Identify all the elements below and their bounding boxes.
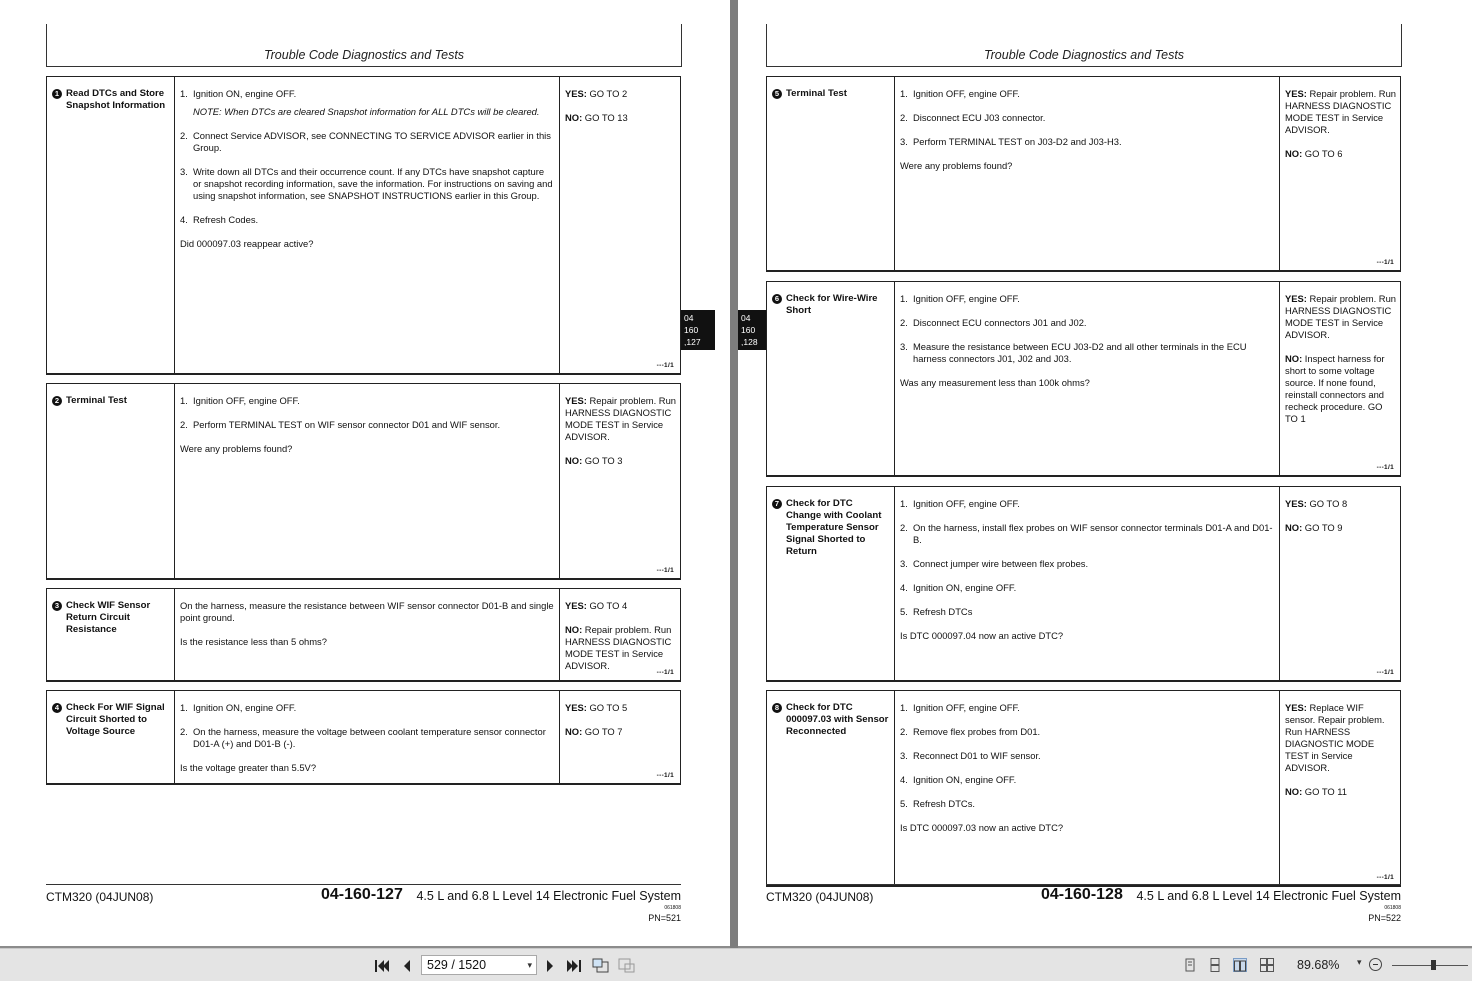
item-number: 3. [180, 166, 188, 177]
chevron-down-icon[interactable]: ▾ [527, 960, 532, 970]
zoom-dropdown-icon[interactable]: ▾ [1357, 957, 1362, 967]
instruction-item [900, 606, 1274, 618]
instruction-cell [175, 384, 560, 578]
item-number: 1. [900, 88, 908, 99]
no-text: GO TO 9 [1304, 522, 1343, 533]
item-number: 1. [180, 395, 188, 406]
step-title-text: Check WIF Sensor Return Circuit Resistance [66, 600, 151, 635]
instruction-cell [175, 691, 560, 783]
no-answer [1285, 353, 1396, 425]
item-number: 2. [900, 522, 908, 533]
item-number: 5. [900, 798, 908, 809]
last-page-icon[interactable] [565, 957, 583, 975]
yes-text: Repair problem. Run HARNESS DIAGNOSTIC MODE TEST in Service ADVISOR. [565, 395, 676, 442]
header-title: Trouble Code Diagnostics and Tests [263, 48, 465, 62]
item-number: 3. [900, 750, 908, 761]
instruction-item [900, 498, 1274, 510]
yes-answer [565, 702, 676, 714]
instruction-item [180, 88, 554, 100]
yes-label: YES: [565, 702, 587, 713]
continuous-facing-view-icon[interactable] [1260, 958, 1274, 972]
facing-view-icon[interactable] [1233, 958, 1247, 972]
item-text: Disconnect ECU connectors J01 and J02. [913, 317, 1087, 328]
yes-label: YES: [565, 88, 587, 99]
no-text: Inspect harness for short to some voltage source. If none found, reinstall connectors and recheck procedure. GO TO 1 [1285, 353, 1385, 424]
step-number-icon: 4 [52, 703, 62, 713]
instruction-note: NOTE: When DTCs are cleared Snapshot information for ALL DTCs will be cleared. [193, 106, 540, 117]
tab-line: 160 [741, 325, 756, 335]
yes-text: GO TO 2 [589, 88, 628, 99]
step-title-cell [767, 691, 895, 885]
tab-line: 04 [684, 313, 694, 323]
pn-number: PN=522 [1368, 913, 1401, 923]
section-end-mark: ---1/1 [1376, 669, 1394, 676]
instruction-item [900, 750, 1274, 762]
step-block [766, 281, 1401, 477]
item-text: Refresh DTCs [913, 606, 973, 617]
step-title [52, 600, 170, 636]
section-end-mark: ---1/1 [656, 567, 674, 574]
page-footer [766, 884, 1401, 930]
item-text: Ignition ON, engine OFF. [193, 88, 297, 99]
step-title-text: Terminal Test [786, 88, 847, 99]
instruction-item [900, 88, 1274, 100]
yes-text: GO TO 4 [589, 600, 628, 611]
item-number: 2. [180, 726, 188, 737]
no-answer [565, 726, 676, 738]
step-title-text: Check For WIF Signal Circuit Shorted to Voltage Source [66, 702, 165, 737]
yes-label: YES: [1285, 702, 1307, 713]
item-number: 4. [900, 774, 908, 785]
no-answer [565, 624, 676, 672]
step-block [46, 588, 681, 682]
step-number-icon: 2 [52, 396, 62, 406]
instruction-cell [175, 77, 560, 373]
step-block [46, 690, 681, 785]
step-title [772, 88, 890, 100]
yes-text: GO TO 8 [1309, 498, 1348, 509]
no-label: NO: [565, 112, 583, 123]
page-footer [46, 884, 681, 930]
instruction-item [180, 214, 554, 226]
instruction-item [900, 774, 1274, 786]
step-number-icon: 7 [772, 499, 782, 509]
no-label: NO: [1285, 353, 1303, 364]
answer-cell [560, 691, 680, 783]
item-number: 1. [900, 702, 908, 713]
question-text: Is DTC 000097.03 now an active DTC? [900, 822, 1064, 833]
instruction-item [900, 558, 1274, 570]
step-block [766, 486, 1401, 682]
item-number: 1. [180, 702, 188, 713]
section-tab [681, 310, 715, 350]
yes-label: YES: [1285, 88, 1307, 99]
instruction-item [900, 112, 1274, 124]
question-text: Is the voltage greater than 5.5V? [180, 762, 317, 773]
page-number-input[interactable] [421, 955, 537, 975]
section-end-mark: ---1/1 [656, 362, 674, 369]
no-text: GO TO 13 [584, 112, 628, 123]
viewer-toolbar [0, 948, 1472, 981]
item-text: Measure the resistance between ECU J03-D2 and all other terminals in the ECU harness connectors J01, J02 and J03. [913, 341, 1247, 364]
yes-answer [1285, 702, 1396, 774]
step-title-cell [767, 282, 895, 475]
page-header [766, 24, 1402, 67]
step-block [766, 76, 1401, 272]
section-tab [738, 310, 767, 350]
system-title: 4.5 L and 6.8 L Level 14 Electronic Fuel System [1136, 889, 1401, 903]
answer-cell [560, 589, 680, 680]
answer-cell [560, 384, 680, 578]
question-text: Were any problems found? [900, 160, 1013, 171]
single-page-view-icon[interactable] [1183, 958, 1197, 972]
page-number-value: 529 / 1520 [427, 958, 487, 972]
instruction-cell [895, 282, 1280, 475]
section-end-mark: ---1/1 [1376, 259, 1394, 266]
item-number: 1. [900, 498, 908, 509]
section-end-mark: ---1/1 [656, 772, 674, 779]
instruction-item [180, 166, 554, 202]
step-title-cell [47, 384, 175, 578]
previous-page-icon[interactable] [398, 957, 416, 975]
item-number: 5. [900, 606, 908, 617]
instruction-item [900, 726, 1274, 738]
no-label: NO: [565, 624, 583, 635]
yes-text: Replace WIF sensor. Repair problem. Run HARNESS DIAGNOSTIC MODE TEST in Service ADVISOR. [1285, 702, 1385, 773]
no-label: NO: [565, 726, 583, 737]
footer-code: 061808 [1384, 905, 1401, 911]
item-number: 3. [900, 341, 908, 352]
step-block [46, 76, 681, 375]
answer-cell [1280, 77, 1400, 270]
no-label: NO: [1285, 522, 1303, 533]
next-page-icon[interactable] [541, 957, 559, 975]
instruction-intro: On the harness, measure the resistance between WIF sensor connector D01-B and single point ground. [180, 600, 554, 623]
no-answer [1285, 786, 1396, 798]
no-answer [1285, 148, 1396, 160]
no-label: NO: [1285, 148, 1303, 159]
instruction-item [900, 798, 1274, 810]
answer-cell [1280, 487, 1400, 680]
item-number: 4. [180, 214, 188, 225]
item-text: Refresh Codes. [193, 214, 259, 225]
step-title-cell [767, 487, 895, 680]
item-text: Perform TERMINAL TEST on J03-D2 and J03-H3. [913, 136, 1122, 147]
item-text: Ignition OFF, engine OFF. [913, 702, 1020, 713]
page-header [46, 24, 682, 67]
instruction-cell [175, 589, 560, 680]
step-title [52, 88, 170, 112]
step-title-cell [767, 77, 895, 270]
item-text: Ignition OFF, engine OFF. [913, 88, 1020, 99]
item-text: Ignition ON, engine OFF. [913, 774, 1017, 785]
yes-answer [1285, 88, 1396, 136]
item-number: 2. [180, 419, 188, 430]
instruction-cell [895, 691, 1280, 885]
page-gutter [730, 0, 738, 948]
section-end-mark: ---1/1 [1376, 464, 1394, 471]
step-title-text: Check for DTC Change with Coolant Temperature Sensor Signal Shorted to Return [786, 498, 882, 557]
step-title-text: Check for Wire-Wire Short [786, 293, 878, 316]
step-title-text: Read DTCs and Store Snapshot Information [66, 88, 166, 111]
step-title-cell [47, 77, 175, 373]
instruction-item [180, 726, 554, 750]
footer-code: 061808 [664, 905, 681, 911]
no-text: Repair problem. Run HARNESS DIAGNOSTIC MODE TEST in Service ADVISOR. [565, 624, 672, 671]
item-text: Ignition ON, engine OFF. [193, 702, 297, 713]
no-answer [1285, 522, 1396, 534]
step-title [52, 395, 170, 407]
yes-label: YES: [565, 395, 587, 406]
step-title-text: Check for DTC 000097.03 with Sensor Reconnected [786, 702, 889, 737]
item-number: 3. [900, 558, 908, 569]
step-number-icon: 1 [52, 89, 62, 99]
item-text: Refresh DTCs. [913, 798, 975, 809]
item-number: 3. [900, 136, 908, 147]
instruction-item [900, 582, 1274, 594]
step-title [772, 498, 890, 558]
instruction-item [900, 341, 1274, 365]
yes-text: GO TO 5 [589, 702, 628, 713]
right-page [738, 0, 1472, 946]
continuous-view-icon[interactable] [1208, 958, 1222, 972]
zoom-slider-thumb[interactable] [1431, 960, 1436, 970]
yes-answer [1285, 498, 1396, 510]
item-number: 1. [900, 293, 908, 304]
item-text: Connect jumper wire between flex probes. [913, 558, 1089, 569]
zoom-level[interactable]: 89.68% [1297, 958, 1340, 972]
zoom-slider[interactable] [1392, 965, 1468, 966]
question-text: Is DTC 000097.04 now an active DTC? [900, 630, 1064, 641]
yes-label: YES: [1285, 293, 1307, 304]
left-page [0, 0, 730, 946]
step-title-cell [47, 589, 175, 680]
item-number: 2. [180, 130, 188, 141]
step-title-cell [47, 691, 175, 783]
no-label: NO: [565, 455, 583, 466]
instruction-item [180, 419, 554, 431]
tab-line: 160 [684, 325, 699, 335]
zoom-out-icon[interactable] [1369, 958, 1382, 971]
step-number-icon: 5 [772, 89, 782, 99]
item-text: On the harness, measure the voltage between coolant temperature sensor connector D01-A (+) and D01-B (-). [193, 726, 546, 749]
item-text: Ignition OFF, engine OFF. [913, 293, 1020, 304]
yes-label: YES: [1285, 498, 1307, 509]
instruction-item [900, 317, 1274, 329]
item-text: Ignition OFF, engine OFF. [193, 395, 300, 406]
item-number: 4. [900, 582, 908, 593]
item-text: On the harness, install flex probes on WIF sensor connector terminals D01-A and D01-B. [913, 522, 1273, 545]
item-text: Connect Service ADVISOR, see CONNECTING TO SERVICE ADVISOR earlier in this Group. [193, 130, 551, 153]
item-text: Disconnect ECU J03 connector. [913, 112, 1046, 123]
instruction-cell [895, 487, 1280, 680]
section-end-mark: ---1/1 [656, 669, 674, 676]
step-title [52, 702, 170, 738]
section-end-mark: ---1/1 [1376, 874, 1394, 881]
item-text: Write down all DTCs and their occurrence count. If any DTCs have snapshot capture or snapshot recording information, save the information. For instructions on saving and using snapshot information, see SNAPSHOT INSTRUCTIONS earlier in this Group. [193, 166, 553, 201]
question-text: Were any problems found? [180, 443, 293, 454]
header-title: Trouble Code Diagnostics and Tests [983, 48, 1185, 62]
next-view-icon[interactable] [618, 957, 636, 975]
yes-answer [565, 600, 676, 612]
no-text: GO TO 3 [584, 455, 623, 466]
item-text: Remove flex probes from D01. [913, 726, 1041, 737]
step-title-text: Terminal Test [66, 395, 127, 406]
item-number: 2. [900, 112, 908, 123]
step-number-icon: 8 [772, 703, 782, 713]
item-text: Reconnect D01 to WIF sensor. [913, 750, 1041, 761]
instruction-item [900, 522, 1274, 546]
item-number: 1. [180, 88, 188, 99]
yes-text: Repair problem. Run HARNESS DIAGNOSTIC MODE TEST in Service ADVISOR. [1285, 293, 1396, 340]
answer-cell [1280, 691, 1400, 885]
no-text: GO TO 7 [584, 726, 623, 737]
pn-number: PN=521 [648, 913, 681, 923]
tab-line: ,128 [741, 337, 758, 347]
no-text: GO TO 6 [1304, 148, 1343, 159]
answer-cell [1280, 282, 1400, 475]
instruction-item [180, 702, 554, 714]
no-answer [565, 112, 676, 124]
step-number-icon: 6 [772, 294, 782, 304]
yes-label: YES: [565, 600, 587, 611]
system-title: 4.5 L and 6.8 L Level 14 Electronic Fuel System [416, 889, 681, 903]
item-text: Ignition OFF, engine OFF. [913, 498, 1020, 509]
page-number: 04-160-128 [1041, 886, 1123, 903]
step-block [766, 690, 1401, 887]
instruction-item [900, 702, 1274, 714]
item-number: 2. [900, 726, 908, 737]
doc-id: CTM320 (04JUN08) [46, 890, 154, 904]
tab-line: 04 [741, 313, 751, 323]
step-title [772, 702, 890, 738]
yes-answer [565, 88, 676, 100]
instruction-item [180, 395, 554, 407]
item-text: Perform TERMINAL TEST on WIF sensor connector D01 and WIF sensor. [193, 419, 501, 430]
no-answer [565, 455, 676, 467]
instruction-item [900, 136, 1274, 148]
step-title [772, 293, 890, 317]
no-text: GO TO 11 [1304, 786, 1348, 797]
yes-answer [565, 395, 676, 443]
item-number: 2. [900, 317, 908, 328]
tab-line: ,127 [684, 337, 701, 347]
no-label: NO: [1285, 786, 1303, 797]
doc-id: CTM320 (04JUN08) [766, 890, 874, 904]
question-text: Is the resistance less than 5 ohms? [180, 636, 327, 647]
previous-view-icon[interactable] [592, 957, 610, 975]
first-page-icon[interactable] [373, 957, 391, 975]
answer-cell [560, 77, 680, 373]
yes-text: Repair problem. Run HARNESS DIAGNOSTIC MODE TEST in Service ADVISOR. [1285, 88, 1396, 135]
instruction-cell [895, 77, 1280, 270]
question-text: Did 000097.03 reappear active? [180, 238, 314, 249]
page-number: 04-160-127 [321, 886, 403, 903]
step-number-icon: 3 [52, 601, 62, 611]
instruction-item [180, 130, 554, 154]
yes-answer [1285, 293, 1396, 341]
instruction-item [900, 293, 1274, 305]
step-block [46, 383, 681, 580]
item-text: Ignition ON, engine OFF. [913, 582, 1017, 593]
question-text: Was any measurement less than 100k ohms? [900, 377, 1090, 388]
